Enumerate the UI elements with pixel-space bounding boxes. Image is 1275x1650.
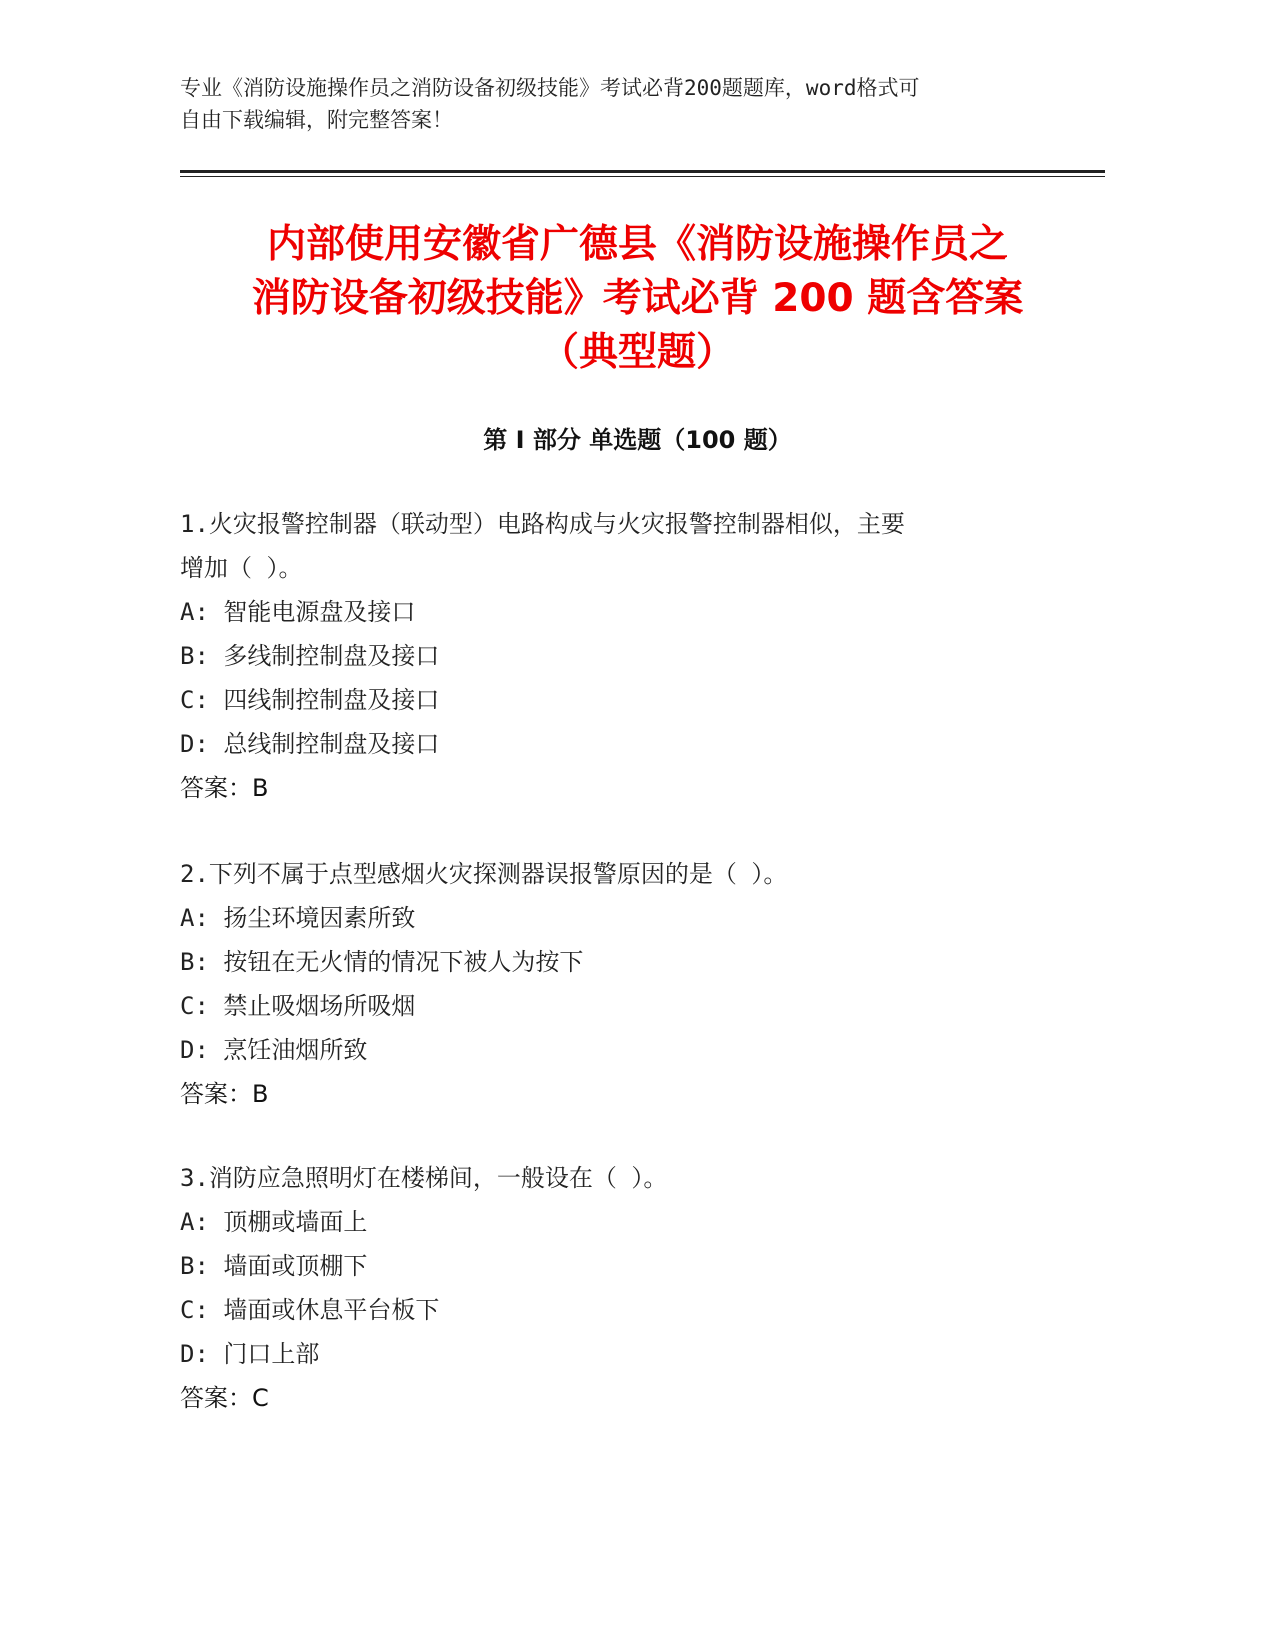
question-stem: 3.消防应急照明灯在楼梯间，一般设在（ ）。 — [180, 1164, 668, 1192]
header-divider-thick — [180, 170, 1105, 173]
option-d: D: 总线制控制盘及接口 — [180, 730, 440, 758]
section-heading: 第 I 部分 单选题（100 题） — [483, 426, 792, 454]
option-c: C: 墙面或休息平台板下 — [180, 1296, 440, 1324]
document-title — [150, 218, 1125, 380]
option-c: C: 禁止吸烟场所吸烟 — [180, 992, 416, 1020]
header-note-line-2: 自由下载编辑，附完整答案！ — [180, 108, 453, 132]
option-a: A: 智能电源盘及接口 — [180, 598, 416, 626]
option-a: A: 扬尘环境因素所致 — [180, 904, 416, 932]
option-b: B: 墙面或顶棚下 — [180, 1252, 368, 1280]
document-title-line-3: （典型题） — [539, 330, 735, 375]
option-d: D: 门口上部 — [180, 1340, 320, 1368]
option-d: D: 烹饪油烟所致 — [180, 1036, 368, 1064]
header-note-line-1: 专业《消防设施操作员之消防设备初级技能》考试必背200题题库，word格式可 — [180, 76, 920, 100]
option-b: B: 多线制控制盘及接口 — [180, 642, 440, 670]
question-stem-continued: 增加（ ）。 — [180, 554, 303, 582]
option-a: A: 顶棚或墙面上 — [180, 1208, 368, 1236]
option-c: C: 四线制控制盘及接口 — [180, 686, 440, 714]
option-b: B: 按钮在无火情的情况下被人为按下 — [180, 948, 584, 976]
header-note — [180, 72, 1040, 136]
question-3 — [180, 1156, 1100, 1420]
document-title-line-1: 内部使用安徽省广德县《消防设施操作员之 — [266, 222, 1008, 267]
question-2 — [180, 852, 1100, 1116]
header-divider-thin — [180, 176, 1105, 177]
document-title-line-2: 消防设备初级技能》考试必背 200 题含答案 — [251, 276, 1024, 321]
question-stem: 1.火灾报警控制器（联动型）电路构成与火灾报警控制器相似，主要 — [180, 510, 905, 538]
question-1 — [180, 502, 1100, 810]
answer: 答案：B — [180, 774, 269, 802]
question-stem: 2.下列不属于点型感烟火灾探测器误报警原因的是（ ）。 — [180, 860, 788, 888]
answer: 答案：B — [180, 1080, 269, 1108]
answer: 答案：C — [180, 1384, 269, 1412]
